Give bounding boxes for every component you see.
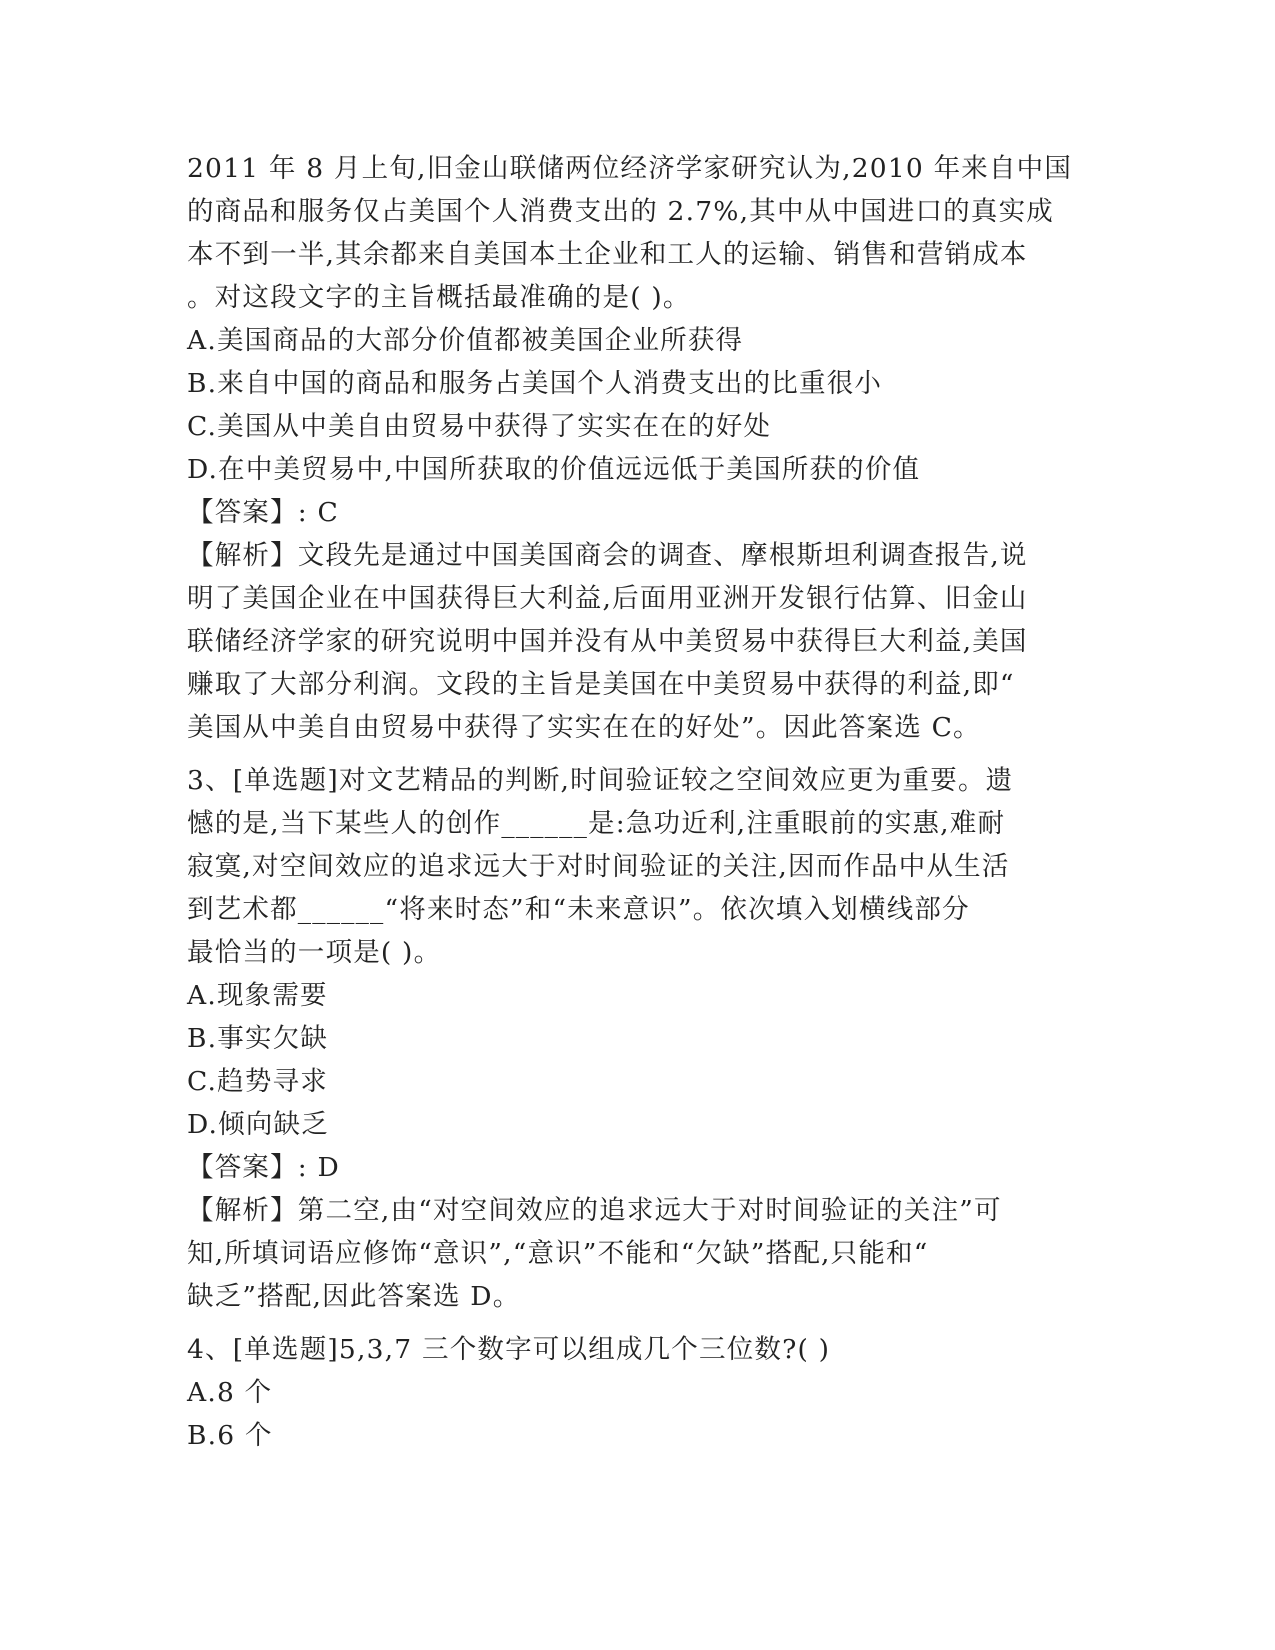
question-2 [187, 147, 1087, 749]
question-text-line: 最恰当的一项是( )。 [187, 937, 442, 968]
option-b: B.来自中国的商品和服务占美国个人消费支出的比重很小 [187, 368, 883, 399]
option-a: A.8 个 [187, 1377, 273, 1408]
option-a: A.美国商品的大部分价值都被美国企业所获得 [187, 325, 744, 356]
spacer [187, 1318, 1087, 1328]
question-text-line: 憾的是,当下某些人的创作______是:急功近利,注重眼前的实惠,难耐 [187, 808, 1006, 839]
question-text-line: 2011 年 8 月上旬,旧金山联储两位经济学家研究认为,2010 年来自中国 [187, 153, 1073, 184]
question-text-line: 寂寞,对空间效应的追求远大于对时间验证的关注,因而作品中从生活 [187, 851, 1010, 882]
option-c: C.美国从中美自由贸易中获得了实实在在的好处 [187, 411, 772, 442]
question-text-line: 4、[单选题]5,3,7 三个数字可以组成几个三位数?( ) [187, 1334, 831, 1365]
document-content [187, 147, 1087, 1457]
question-text-line: 3、[单选题]对文艺精品的判断,时间验证较之空间效应更为重要。遗 [187, 765, 1014, 796]
analysis-line: 赚取了大部分利润。文段的主旨是美国在中美贸易中获得的利益,即“ [187, 669, 1015, 700]
question-3 [187, 759, 1087, 1318]
analysis-line: 美国从中美自由贸易中获得了实实在在的好处”。因此答案选 C。 [187, 712, 981, 743]
question-text-line: 到艺术都______“将来时态”和“未来意识”。依次填入划横线部分 [187, 894, 970, 925]
analysis-line: 联储经济学家的研究说明中国并没有从中美贸易中获得巨大利益,美国 [187, 626, 1028, 657]
option-b: B.6 个 [187, 1420, 273, 1451]
analysis-line: 明了美国企业在中国获得巨大利益,后面用亚洲开发银行估算、旧金山 [187, 583, 1028, 614]
question-4 [187, 1328, 1087, 1457]
analysis-line: 【解析】文段先是通过中国美国商会的调查、摩根斯坦利调查报告,说 [187, 540, 1028, 571]
option-d: D.在中美贸易中,中国所获取的价值远远低于美国所获的价值 [187, 454, 921, 485]
answer-line: 【答案】: C [187, 497, 340, 528]
option-a: A.现象需要 [187, 980, 328, 1011]
analysis-line: 知,所填词语应修饰“意识”,“意识”不能和“欠缺”搭配,只能和“ [187, 1238, 929, 1269]
answer-line: 【答案】: D [187, 1152, 340, 1183]
question-text-line: 。对这段文字的主旨概括最准确的是( )。 [187, 282, 691, 313]
option-b: B.事实欠缺 [187, 1023, 329, 1054]
analysis-line: 缺乏”搭配,因此答案选 D。 [187, 1281, 521, 1312]
question-text-line: 的商品和服务仅占美国个人消费支出的 2.7%,其中从中国进口的真实成 [187, 196, 1054, 227]
spacer [187, 749, 1087, 759]
option-d: D.倾向缺乏 [187, 1109, 329, 1140]
analysis-line: 【解析】第二空,由“对空间效应的追求远大于对时间验证的关注”可 [187, 1195, 1002, 1226]
question-text-line: 本不到一半,其余都来自美国本土企业和工人的运输、销售和营销成本 [187, 239, 1028, 270]
option-c: C.趋势寻求 [187, 1066, 328, 1097]
